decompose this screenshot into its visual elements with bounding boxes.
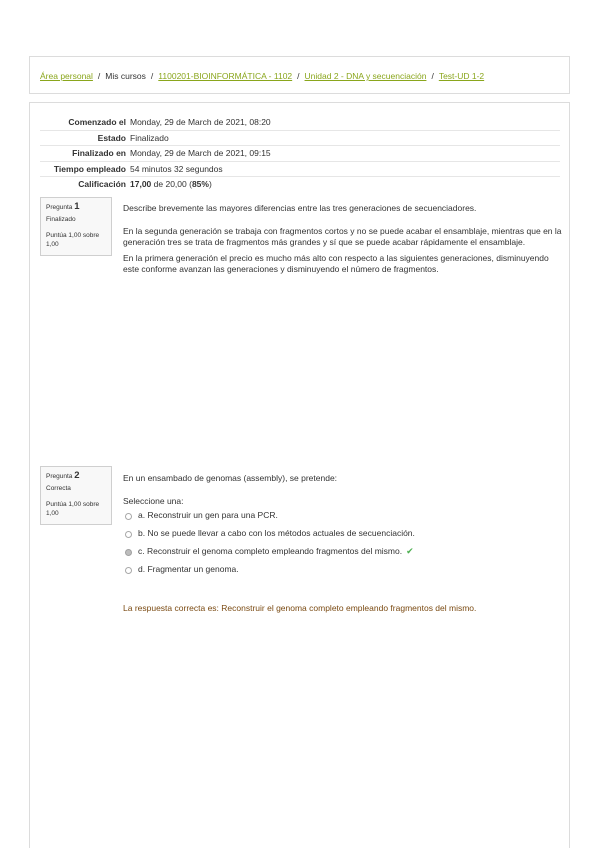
attempt-summary-table (40, 115, 560, 192)
select-prompt: Seleccione una: (123, 495, 184, 506)
option-label: d. Fragmentar un genoma. (138, 564, 239, 575)
summary-label: Comenzado el (68, 117, 126, 127)
breadcrumb-link-test[interactable]: Test-UD 1-2 (438, 71, 485, 81)
answer-option-b[interactable] (123, 525, 563, 543)
option-label: a. Reconstruir un gen para una PCR. (138, 510, 278, 521)
radio-button[interactable] (125, 567, 132, 574)
question-text: En un ensambado de genomas (assembly), se pretende: (123, 473, 338, 483)
question-points: Puntúa 1,00 sobre 1,00 (46, 501, 100, 517)
question-text: Describe brevemente las mayores diferencias entre las tres generaciones de secuenciadores. (123, 203, 477, 213)
summary-value: Monday, 29 de March de 2021, 08:20 (130, 117, 271, 127)
check-icon: ✔ (406, 546, 414, 557)
answer-options (123, 507, 563, 579)
question-1-info (40, 197, 112, 256)
summary-row-finished (40, 146, 560, 162)
question-1-content (123, 203, 563, 283)
grade-of: de 20,00 ( (153, 179, 192, 189)
breadcrumb-separator: / (150, 71, 154, 81)
answer-option-c[interactable] (123, 543, 563, 561)
summary-row-grade (40, 177, 560, 192)
summary-value: Monday, 29 de March de 2021, 09:15 (130, 146, 560, 162)
question-state: Finalizado (46, 216, 76, 223)
summary-label: Estado (40, 130, 130, 146)
summary-row-time (40, 161, 560, 177)
radio-button[interactable] (125, 513, 132, 520)
answer-option-a[interactable] (123, 507, 563, 525)
question-number (46, 471, 106, 481)
answer-option-d[interactable] (123, 561, 563, 579)
summary-value (130, 177, 560, 192)
breadcrumb-separator: / (297, 71, 300, 81)
question-number-value: 1 (74, 201, 80, 212)
grade-close: ) (208, 179, 212, 189)
correct-answer-feedback: La respuesta correcta es: Reconstruir el genoma completo empleando fragmentos del mismo. (123, 603, 477, 613)
breadcrumb-separator: / (97, 71, 101, 81)
radio-button-selected[interactable] (125, 549, 132, 556)
breadcrumb (40, 71, 484, 81)
question-state: Correcta (46, 485, 71, 492)
breadcrumb-link-course[interactable]: 1100201-BIOINFORMÁTICA - 1102 (158, 71, 293, 81)
option-label: c. Reconstruir el genoma completo empleando fragmentos del mismo. (138, 546, 403, 557)
summary-label: Finalizado en (40, 146, 130, 162)
grade-score: 17,00 (130, 179, 152, 189)
summary-label: Calificación (40, 177, 130, 192)
question-points: Puntúa 1,00 sobre 1,00 (46, 232, 100, 248)
option-label: b. No se puede llevar a cabo con los métodos actuales de secuenciación. (138, 528, 415, 539)
quiz-review-panel (29, 102, 570, 848)
question-number (46, 202, 106, 212)
summary-row-started (40, 115, 560, 130)
question-2-info (40, 466, 112, 525)
question-2-content (123, 473, 563, 622)
essay-response-paragraph: En la segunda generación se trabaja con fragmentos cortos y no se puede acabar el ensamblaje, mientras que en la generación tres se trata de fragmentos más grandes y sí que se puede acabar rápidamente el ensamblaje. (123, 225, 562, 247)
breadcrumb-link-unit[interactable]: Unidad 2 - DNA y secuenciación (304, 71, 427, 81)
breadcrumb-separator: / (431, 71, 434, 81)
summary-value: Finalizado (130, 130, 560, 146)
summary-row-state (40, 130, 560, 146)
breadcrumb-link-area-personal[interactable]: Área personal (40, 71, 93, 81)
question-label: Pregunta (46, 204, 73, 211)
radio-button[interactable] (125, 531, 132, 538)
question-label: Pregunta (46, 473, 73, 480)
summary-label: Tiempo empleado (40, 161, 130, 177)
breadcrumb-item-mis-cursos: Mis cursos (105, 71, 146, 81)
essay-response-paragraph: En la primera generación el precio es mucho más alto con respecto a las siguientes generaciones, disminuyendo este conforme avanzan las generaciones y disminuyendo el número de fragmentos. (123, 252, 549, 274)
summary-value: 54 minutos 32 segundos (130, 161, 560, 177)
question-number-value: 2 (74, 470, 80, 481)
grade-percent: 85% (191, 179, 209, 189)
breadcrumb-panel (29, 56, 570, 94)
